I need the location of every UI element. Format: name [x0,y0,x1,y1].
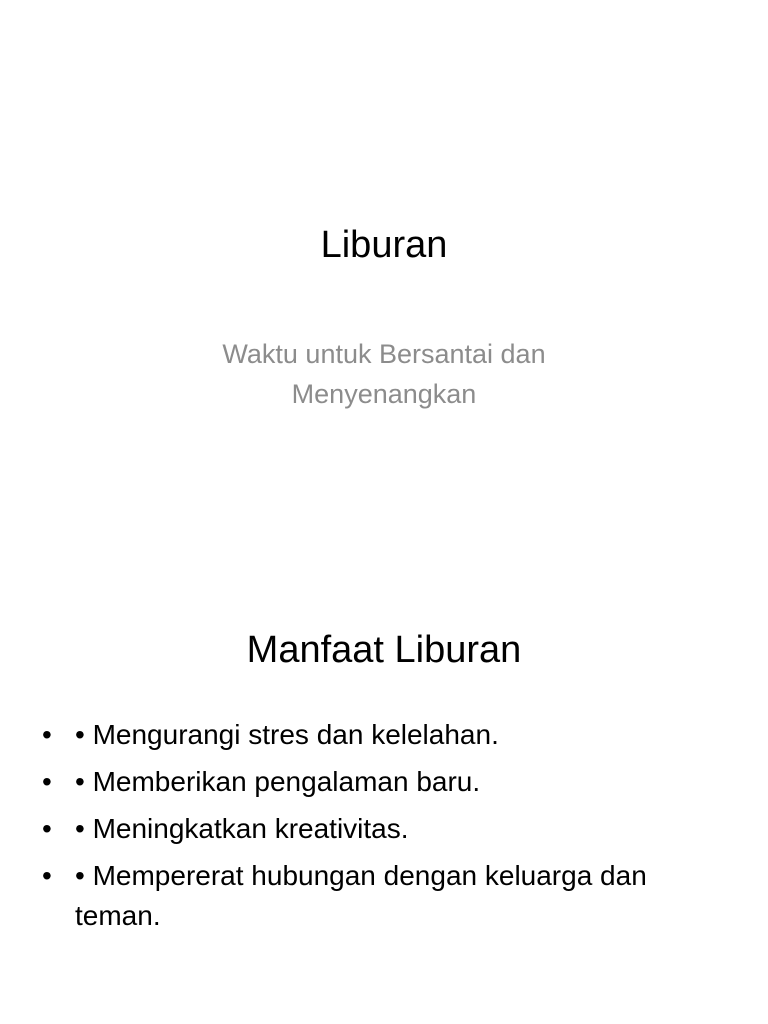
slide-title: Liburan [320,224,448,266]
bullet-text: • Mempererat hubungan dengan keluarga dan teman. [75,860,647,931]
bullet-icon: • [42,860,52,891]
bullet-text: • Memberikan pengalaman baru. [75,766,481,797]
slide-subtitle: Waktu untuk Bersantai dan Menyenangkan [222,339,546,409]
bullet-icon: • [42,766,52,797]
content-slide [0,512,768,1024]
list-item [40,762,738,802]
bullet-text: • Meningkatkan kreativitas. [75,813,409,844]
bullet-icon: • [42,719,52,750]
bullet-list [40,715,738,943]
list-item [40,856,738,936]
content-heading: Manfaat Liburan [246,629,522,671]
list-item [40,809,738,849]
bullet-icon: • [42,813,52,844]
bullet-text: • Mengurangi stres dan kelelahan. [75,719,499,750]
list-item [40,715,738,755]
